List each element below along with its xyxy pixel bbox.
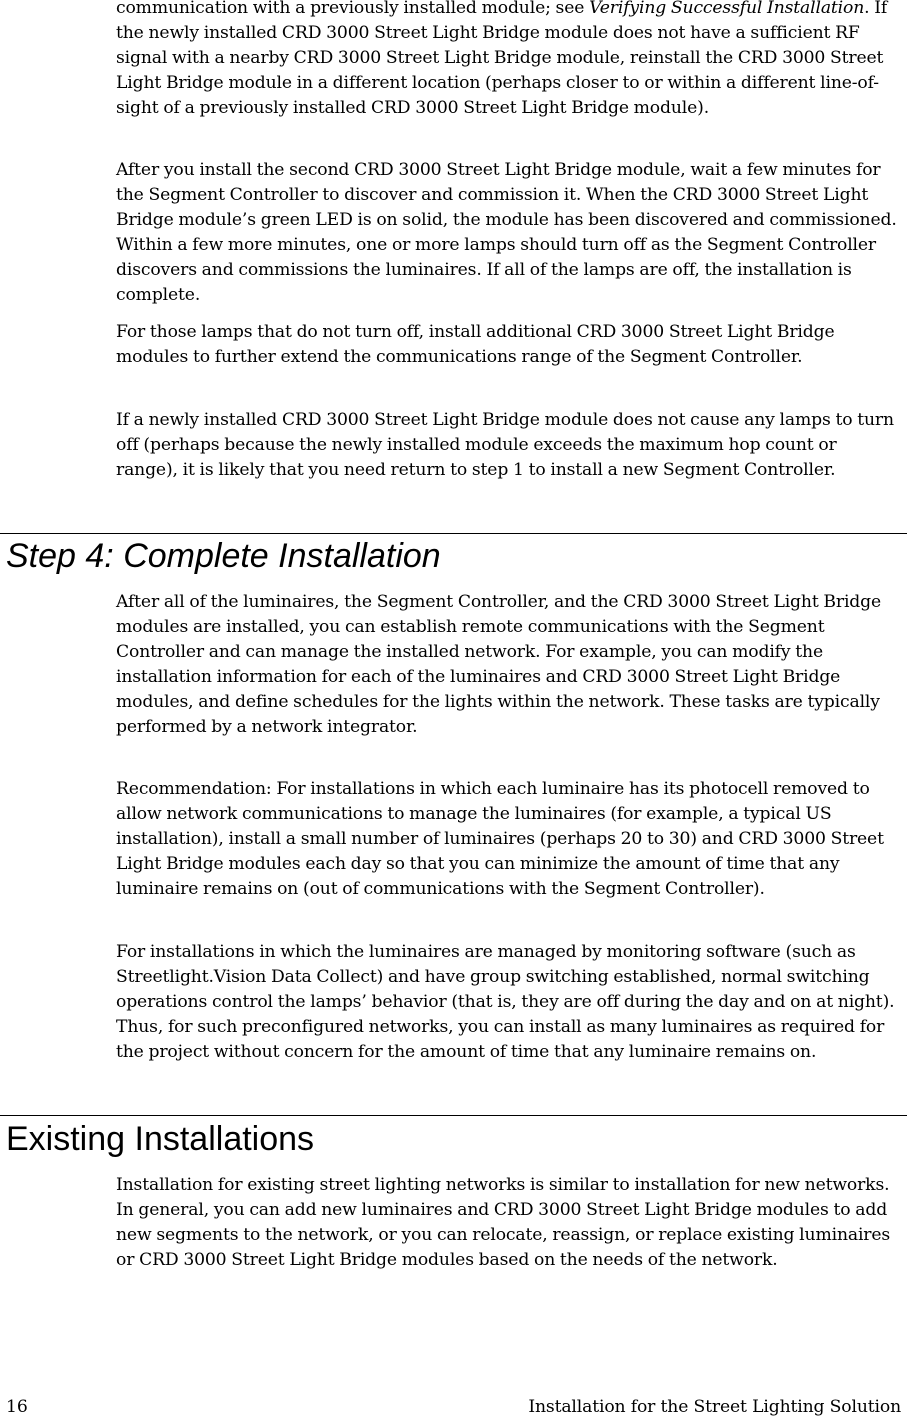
page-number: 16 xyxy=(6,1397,28,1417)
heading-existing-installations: Existing Installations xyxy=(6,1120,315,1158)
paragraph-step4-overview: After all of the luminaires, the Segment Controller, and the CRD 3000 Street Light Bridge modules are installed, you can establish remote communications with the Segment Controller and can manage the installed network. For example, you can modify the installation information for each of the luminaires and CRD 3000 Street Light Bridge modules, and define schedules for the lights within the network. These tasks are typically performed by a network integrator. xyxy=(116,592,882,737)
paragraph-intro-start: communication with a previously installed module; see xyxy=(116,0,590,18)
paragraph-existing-installations: Installation for existing street lighting networks is similar to installation for new networks. In general, you can add new luminaires and CRD 3000 Street Light Bridge modules to add new segments to the network, or you can relocate, reassign, or replace existing luminaires or CRD 3000 Street Light Bridge modules based on the needs of the network. xyxy=(116,1175,891,1270)
footer-document-title: Installation for the Street Lighting Solution xyxy=(528,1397,901,1417)
section-divider xyxy=(0,1115,907,1116)
section-divider xyxy=(0,533,907,534)
paragraph-recommendation: Recommendation: For installations in which each luminaire has its photocell removed to allow network communications to manage the luminaires (for example, a typical US installation), install a small number of luminaires (perhaps 20 to 30) and CRD 3000 Street Light Bridge modules each day so that you can minimize the amount of time that any luminaire remains on (out of communications with the Segment Controller). xyxy=(116,779,884,899)
heading-step-4: Step 4: Complete Installation xyxy=(6,537,441,575)
cross-reference-link[interactable]: Verifying Successful Installation xyxy=(589,0,865,18)
paragraph-intro xyxy=(116,0,902,121)
paragraph-intro-end: . If the newly installed CRD 3000 Street Light Bridge module does not have a sufficient RF signal with a nearby CRD 3000 Street Light Bridge module, reinstall the CRD 3000 Street Light Bridge module in a different location (perhaps closer to or within a different line-of-sight of a previously installed CRD 3000 Street Light Bridge module). xyxy=(116,0,888,118)
paragraph-no-effect: If a newly installed CRD 3000 Street Light Bridge module does not cause any lamps to turn off (perhaps because the newly installed module exceeds the maximum hop count or range), it is likely that you need return to step 1 to install a new Segment Controller. xyxy=(116,410,894,480)
paragraph-second-module: After you install the second CRD 3000 Street Light Bridge module, wait a few minutes for the Segment Controller to discover and commission it. When the CRD 3000 Street Light Bridge module’s green LED is on solid, the module has been discovered and commissioned. Within a few more minutes, one or more lamps should turn off as the Segment Controller discovers and commissions the luminaires. If all of the lamps are off, the installation is complete. xyxy=(116,160,897,305)
paragraph-monitoring-software: For installations in which the luminaires are managed by monitoring software (such as Streetlight.Vision Data Collect) and have group switching established, normal switching operations control the lamps’ behavior (that is, they are off during the day and on at night). Thus, for such preconfigured networks, you can install as many luminaires as required for the project without concern for the amount of time that any luminaire remains on. xyxy=(116,942,895,1062)
paragraph-additional-modules: For those lamps that do not turn off, install additional CRD 3000 Street Light Bridge modules to further extend the communications range of the Segment Controller. xyxy=(116,322,835,367)
